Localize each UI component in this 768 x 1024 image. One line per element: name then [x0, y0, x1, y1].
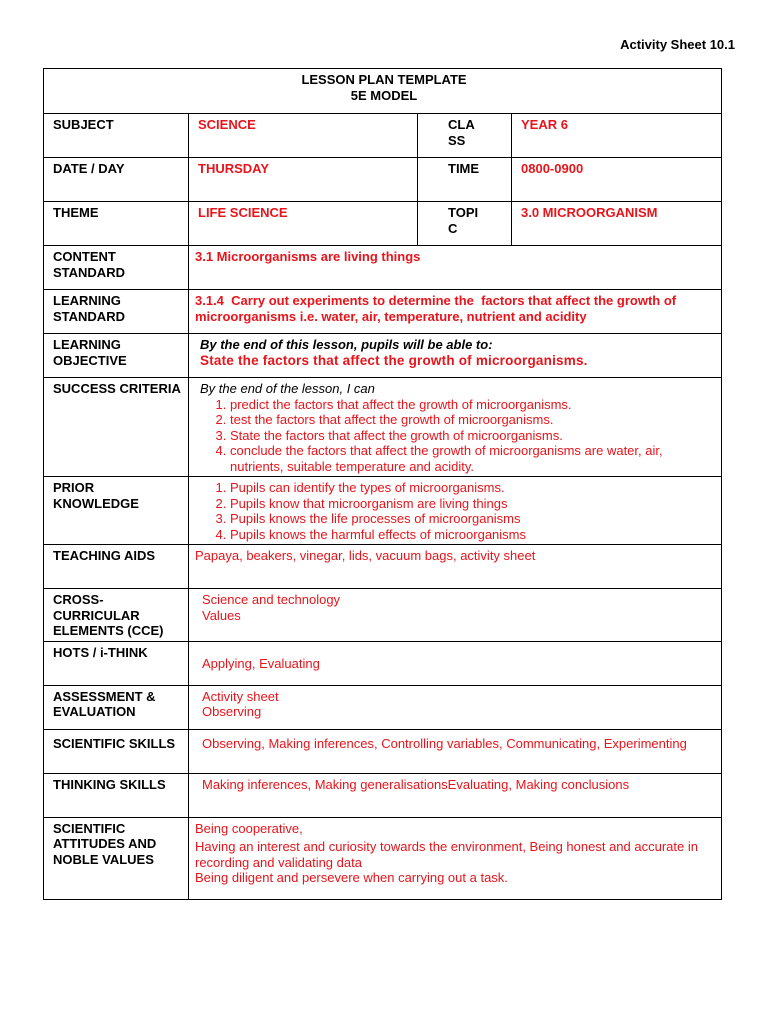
success-criteria-label: SUCCESS CRITERIA	[44, 378, 189, 477]
assessment-label: ASSESSMENT & EVALUATION	[44, 685, 189, 729]
hots-value: Applying, Evaluating	[189, 641, 722, 685]
header-title: LESSON PLAN TEMPLATE	[301, 72, 467, 87]
scientific-skills-row	[44, 729, 722, 773]
learning-standard-value: 3.1.4 Carry out experiments to determine the factors that affect the growth of microorganisms i.e. water, air, temperature, nutrient and acidity	[189, 290, 722, 334]
subject-value: SCIENCE	[189, 114, 418, 158]
cce-row	[44, 589, 722, 642]
scientific-skills-label: SCIENTIFIC SKILLS	[44, 729, 189, 773]
prior-knowledge-cell	[189, 477, 722, 545]
teaching-aids-value: Papaya, beakers, vinegar, lids, vacuum bags, activity sheet	[189, 545, 722, 589]
topic-value: 3.0 MICROORGANISM	[512, 202, 722, 246]
list-item: 1. Pupils can identify the types of microorganisms.	[230, 480, 715, 496]
class-value: YEAR 6	[512, 114, 722, 158]
content-standard-value: 3.1 Microorganisms are living things	[189, 246, 722, 290]
assessment-cell	[189, 685, 722, 729]
learning-standard-row	[44, 290, 722, 334]
table-header-row	[44, 69, 722, 114]
success-criteria-list	[200, 397, 715, 475]
hots-label: HOTS / i-THINK	[44, 641, 189, 685]
theme-label: THEME	[44, 202, 189, 246]
cce-cell	[189, 589, 722, 642]
attitudes-line2: Having an interest and curiosity towards the environment, Being honest and accurate in recording and validating data	[195, 839, 698, 870]
learning-objective-intro: By the end of this lesson, pupils will be able to:	[200, 337, 493, 352]
success-criteria-intro: By the end of the lesson, I can	[200, 381, 375, 396]
list-item: 2. test the factors that affect the growth of microorganisms.	[230, 412, 715, 428]
list-item: 3. State the factors that affect the growth of microorganisms.	[230, 428, 715, 444]
list-item: 4. Pupils knows the harmful effects of microorganisms	[230, 527, 715, 543]
class-label: CLA SS	[418, 114, 512, 158]
success-criteria-cell	[189, 378, 722, 477]
activity-sheet-label: Activity Sheet 10.1	[620, 37, 735, 52]
theme-value: LIFE SCIENCE	[189, 202, 418, 246]
prior-knowledge-row	[44, 477, 722, 545]
thinking-skills-label: THINKING SKILLS	[44, 773, 189, 817]
content-standard-label: CONTENT STANDARD	[44, 246, 189, 290]
topic-label: TOPI C	[418, 202, 512, 246]
attitudes-line1: Being cooperative,	[195, 820, 303, 836]
date-row	[44, 158, 722, 202]
assessment-row	[44, 685, 722, 729]
date-value: THURSDAY	[189, 158, 418, 202]
date-label: DATE / DAY	[44, 158, 189, 202]
cce-line2: Values	[202, 607, 241, 623]
list-item: 4. conclude the factors that affect the growth of microorganisms are water, air, nutrients, suitable temperature and acidity.	[230, 443, 715, 474]
teaching-aids-label: TEACHING AIDS	[44, 545, 189, 589]
prior-knowledge-label: PRIOR KNOWLEDGE	[44, 477, 189, 545]
cce-label: CROSS-CURRICULAR ELEMENTS (CCE)	[44, 589, 189, 642]
hots-row	[44, 641, 722, 685]
attitudes-row	[44, 817, 722, 899]
assessment-line2: Observing	[202, 704, 262, 719]
learning-objective-value: State the factors that affect the growth of microorganisms.	[200, 352, 588, 368]
assessment-line1: Activity sheet	[202, 688, 279, 704]
lesson-plan-table	[43, 68, 722, 900]
teaching-aids-row	[44, 545, 722, 589]
time-label: TIME	[418, 158, 512, 202]
header-subtitle: 5E MODEL	[350, 87, 418, 103]
prior-knowledge-list	[200, 480, 715, 542]
attitudes-label: SCIENTIFIC ATTITUDES AND NOBLE VALUES	[44, 817, 189, 899]
subject-row	[44, 114, 722, 158]
time-value: 0800-0900	[512, 158, 722, 202]
content-standard-row	[44, 246, 722, 290]
cce-line1: Science and technology	[202, 592, 341, 607]
success-criteria-row	[44, 378, 722, 477]
scientific-skills-value: Observing, Making inferences, Controlling variables, Communicating, Experimenting	[189, 729, 722, 773]
subject-label: SUBJECT	[44, 114, 189, 158]
thinking-skills-row	[44, 773, 722, 817]
list-item: 2. Pupils know that microorganism are living things	[230, 496, 715, 512]
attitudes-cell	[189, 817, 722, 899]
learning-objective-cell	[189, 334, 722, 378]
attitudes-line3: Being diligent and persevere when carrying out a task.	[195, 870, 508, 885]
list-item: 3. Pupils knows the life processes of microorganisms	[230, 511, 715, 527]
learning-objective-row	[44, 334, 722, 378]
table-header	[44, 69, 722, 114]
learning-objective-label: LEARNING OBJECTIVE	[44, 334, 189, 378]
theme-row	[44, 202, 722, 246]
list-item: 1. predict the factors that affect the growth of microorganisms.	[230, 397, 715, 413]
thinking-skills-value: Making inferences, Making generalisationsEvaluating, Making conclusions	[189, 773, 722, 817]
learning-standard-label: LEARNING STANDARD	[44, 290, 189, 334]
